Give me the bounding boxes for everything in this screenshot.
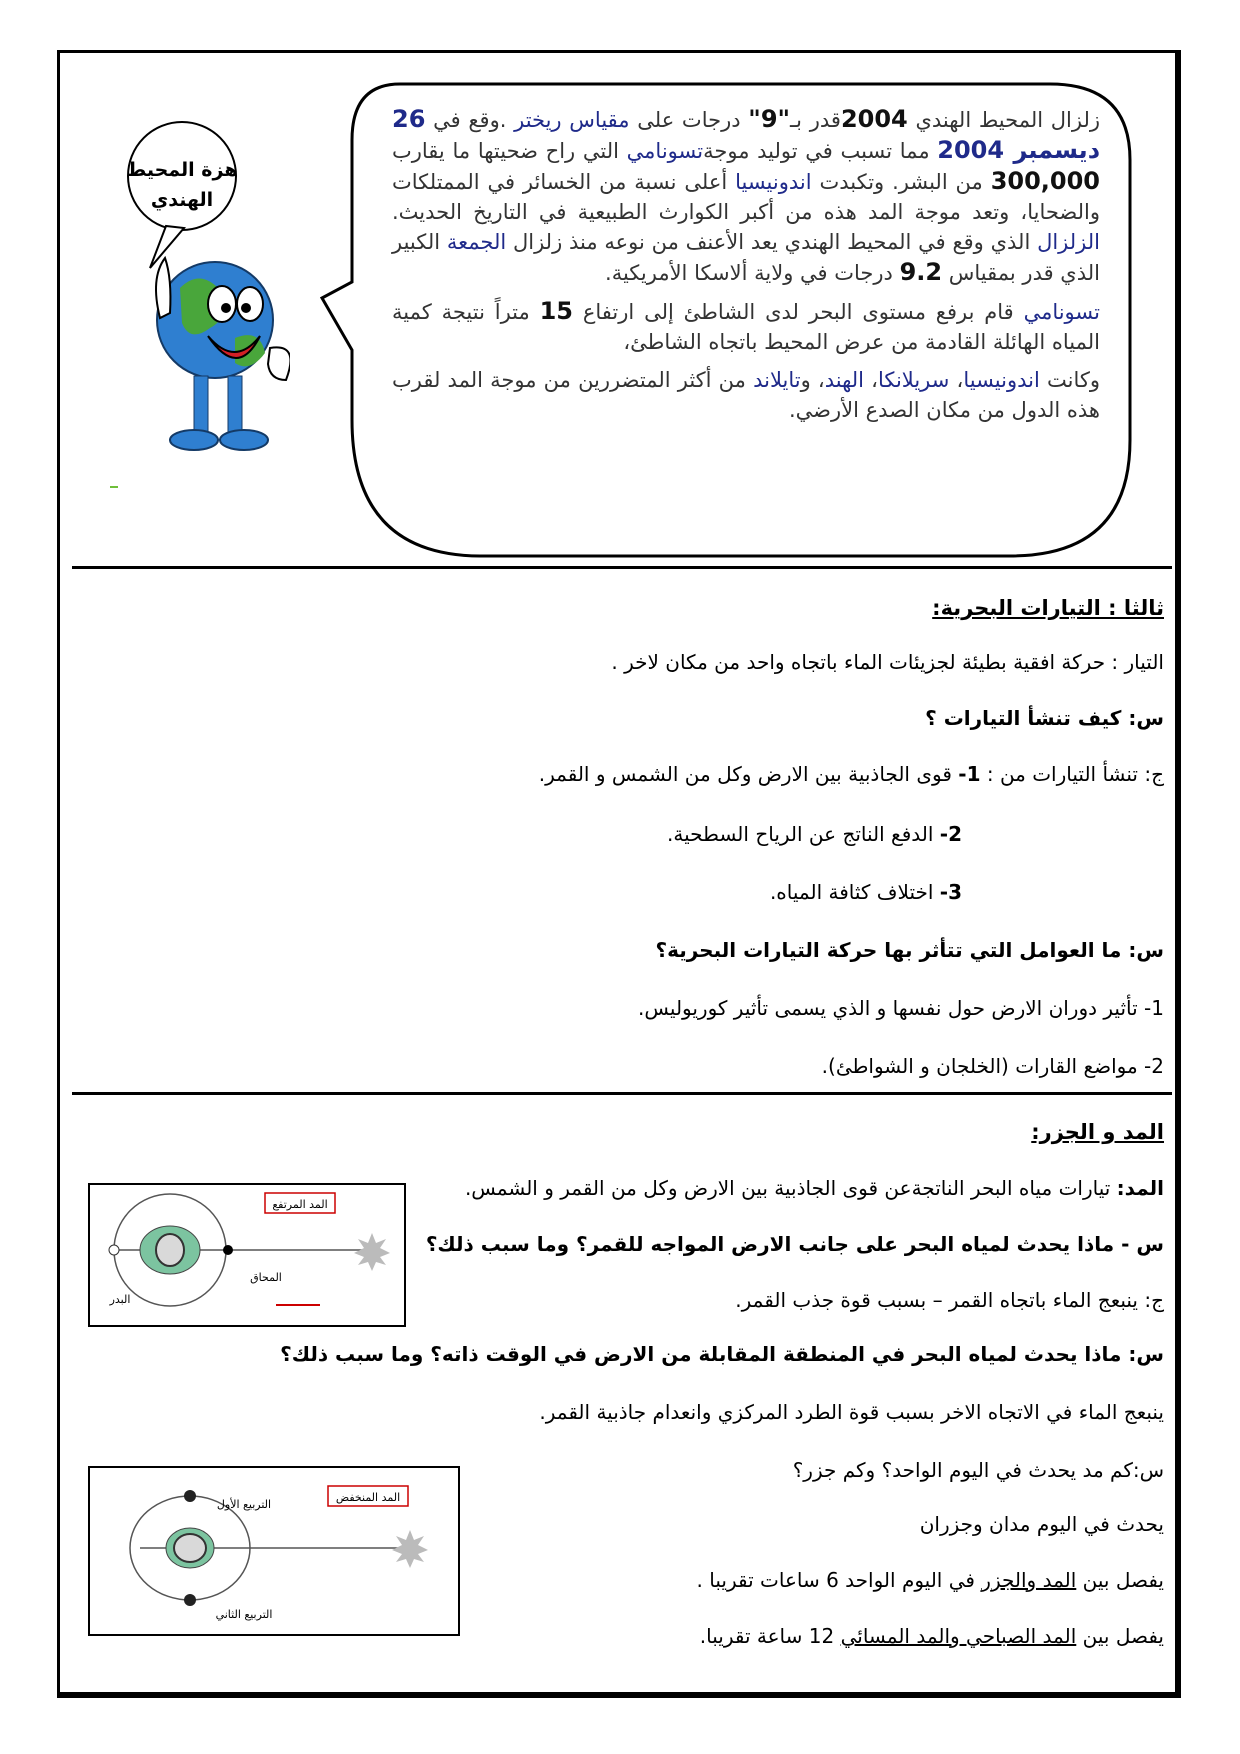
bubble-text-run: درجات في ولاية ألاسكا الأمريكية. (605, 261, 900, 285)
currents-heading: ثالثا : التيارات البحرية: (932, 596, 1164, 620)
answer-origin-1: ج: تنشأ التيارات من : 1- قوى الجاذبية بين الارض وكل من الشمس و القمر. (538, 762, 1164, 786)
bubble-text-run: الذي وقع في المحيط الهندي يعد الأعنف من نوعه منذ زلزال (506, 230, 1038, 254)
spring-tide-diagram (88, 1183, 406, 1327)
divider-2 (72, 1092, 1172, 1095)
bubble-text-run: زلزال المحيط الهندي (907, 108, 1101, 132)
question-tide-count: س:كم مد يحدث في اليوم الواحد؟ وكم جزر؟ (792, 1458, 1164, 1482)
question-near-side: س - ماذا يحدث لمياه البحر على جانب الارض المواجه للقمر؟ وما سبب ذلك؟ (425, 1232, 1164, 1256)
bubble-text-run: ، و (800, 368, 825, 392)
tide-interval-12h: يفصل بين المد الصباحي والمد المسائي 12 ساعة تقريبا. (699, 1624, 1164, 1648)
bubble-text-run: تسونامي (1023, 300, 1100, 324)
question-far-side: س: ماذا يحدث لمياه البحر في المنطقة المقابلة من الارض في الوقت ذاته؟ وما سبب ذلك؟ (280, 1342, 1164, 1366)
globe-caption-2: الهندي (150, 189, 214, 211)
bubble-text-run: متراً نتيجة كمية المياه الهائلة القادمة من عرض المحيط باتجاه الشاطئ، (392, 300, 1100, 354)
bubble-text (392, 104, 1100, 433)
bubble-text-run: أعلى نسبة من الخسائر في الممتلكات والضحايا، وتعد موجة المد هذه من أكبر الكوارث الطبيعية في التاريخ الحديث. (392, 170, 1100, 224)
bubble-text-run: "9" (748, 105, 791, 133)
bubble-text-run: التي راح ضحيتها ما يقارب (392, 139, 627, 163)
label-full-moon: البدر (109, 1293, 131, 1306)
question-currents-origin: س: كيف تنشأ التيارات ؟ (925, 706, 1164, 730)
answer-origin-2: 2- الدفع الناتج عن الرياح السطحية. (667, 822, 962, 846)
bubble-text-run: اندونيسيا (963, 368, 1040, 392)
answer-tide-count: يحدث في اليوم مدان وجزران (919, 1512, 1164, 1536)
label-high-tide: المد المرتفع (272, 1198, 328, 1211)
bubble-text-run: من البشر. وتكبدت (811, 170, 991, 194)
label-new-moon: المحاق (250, 1271, 282, 1284)
bubble-text-run: الكبير الذي قدر بمقياس (392, 230, 1100, 285)
bubble-text-run: تسونامي (626, 139, 704, 163)
factor-1: 1- تأثير دوران الارض حول نفسها و الذي يسمى تأثير كوريوليس. (638, 996, 1164, 1020)
bubble-text-run: قام برفع مستوى البحر لدى الشاطئ إلى ارتفاع (573, 300, 1024, 324)
label-first-quarter: التربيع الأول (216, 1498, 272, 1511)
bubble-text-run: من أكثر المتضررين من موجة المد لقرب هذه الدول من مكان الصدع الأرضي. (392, 368, 1100, 422)
tide-interval-6h: يفصل بين المد والجزر في اليوم الواحد 6 ساعات تقريبا . (696, 1568, 1164, 1592)
bubble-text-run: ، (949, 368, 964, 392)
bubble-paragraph-2 (392, 296, 1100, 357)
bubble-text-run: الهند (824, 368, 864, 392)
globe-caption-1: هزة المحيط (126, 159, 238, 181)
globe-cartoon (110, 118, 290, 488)
bubble-text-run: مقياس ريختر (514, 108, 630, 132)
neap-tide-diagram (88, 1466, 460, 1636)
label-third-quarter: التربيع الثاني (215, 1608, 273, 1621)
answer-origin-3: 3- اختلاف كثافة المياه. (769, 880, 962, 904)
bubble-paragraph-3 (392, 365, 1100, 425)
bubble-text-run: تايلاند (753, 368, 801, 392)
bubble-text-run: قدر بـ (790, 108, 841, 132)
bubble-text-run: 15 (539, 297, 574, 325)
bubble-text-run: 9.2 (899, 258, 943, 286)
bubble-text-run: 300,000 (990, 167, 1100, 195)
label-low-tide: المد المنخفض (335, 1491, 401, 1504)
bubble-text-run: ، (863, 368, 878, 392)
divider-1 (72, 566, 1172, 569)
factor-2: 2- مواضع القارات (الخلجان و الشواطئ). (821, 1054, 1164, 1078)
bubble-text-run: اندونيسيا (735, 170, 812, 194)
question-current-factors: س: ما العوامل التي تتأثر بها حركة التيارات البحرية؟ (655, 938, 1164, 962)
tides-heading: المد و الجزر: (1031, 1120, 1164, 1144)
bubble-text-run: .وقع في (425, 108, 515, 132)
bubble-text-run: سريلانكا (877, 368, 950, 392)
answer-far-side: ينبعج الماء في الاتجاه الاخر بسبب قوة الطرد المركزي وانعدام جاذبية القمر. (539, 1400, 1164, 1424)
bubble-text-run: وكانت (1039, 368, 1101, 392)
bubble-text-run: الجمعة (446, 230, 507, 254)
bubble-paragraph-1 (392, 104, 1100, 288)
bubble-text-run: مما تسبب في توليد موجة (703, 139, 938, 163)
answer-near-side: ج: ينبعج الماء باتجاه القمر – بسبب قوة جذب القمر. (735, 1288, 1164, 1312)
current-definition: التيار : حركة افقية بطيئة لجزيئات الماء باتجاه واحد من مكان لاخر . (611, 650, 1164, 674)
bubble-text-run: درجات على (629, 108, 749, 132)
bubble-text-run: 26 ديسمبر 2004 (392, 105, 1101, 164)
tide-definition: المد: تيارات مياه البحر الناتجةعن قوى الجاذبية بين الارض وكل من القمر و الشمس. (464, 1176, 1164, 1200)
bubble-text-run: 2004 (840, 105, 908, 133)
bubble-text-run: الزلزال (1037, 230, 1100, 254)
